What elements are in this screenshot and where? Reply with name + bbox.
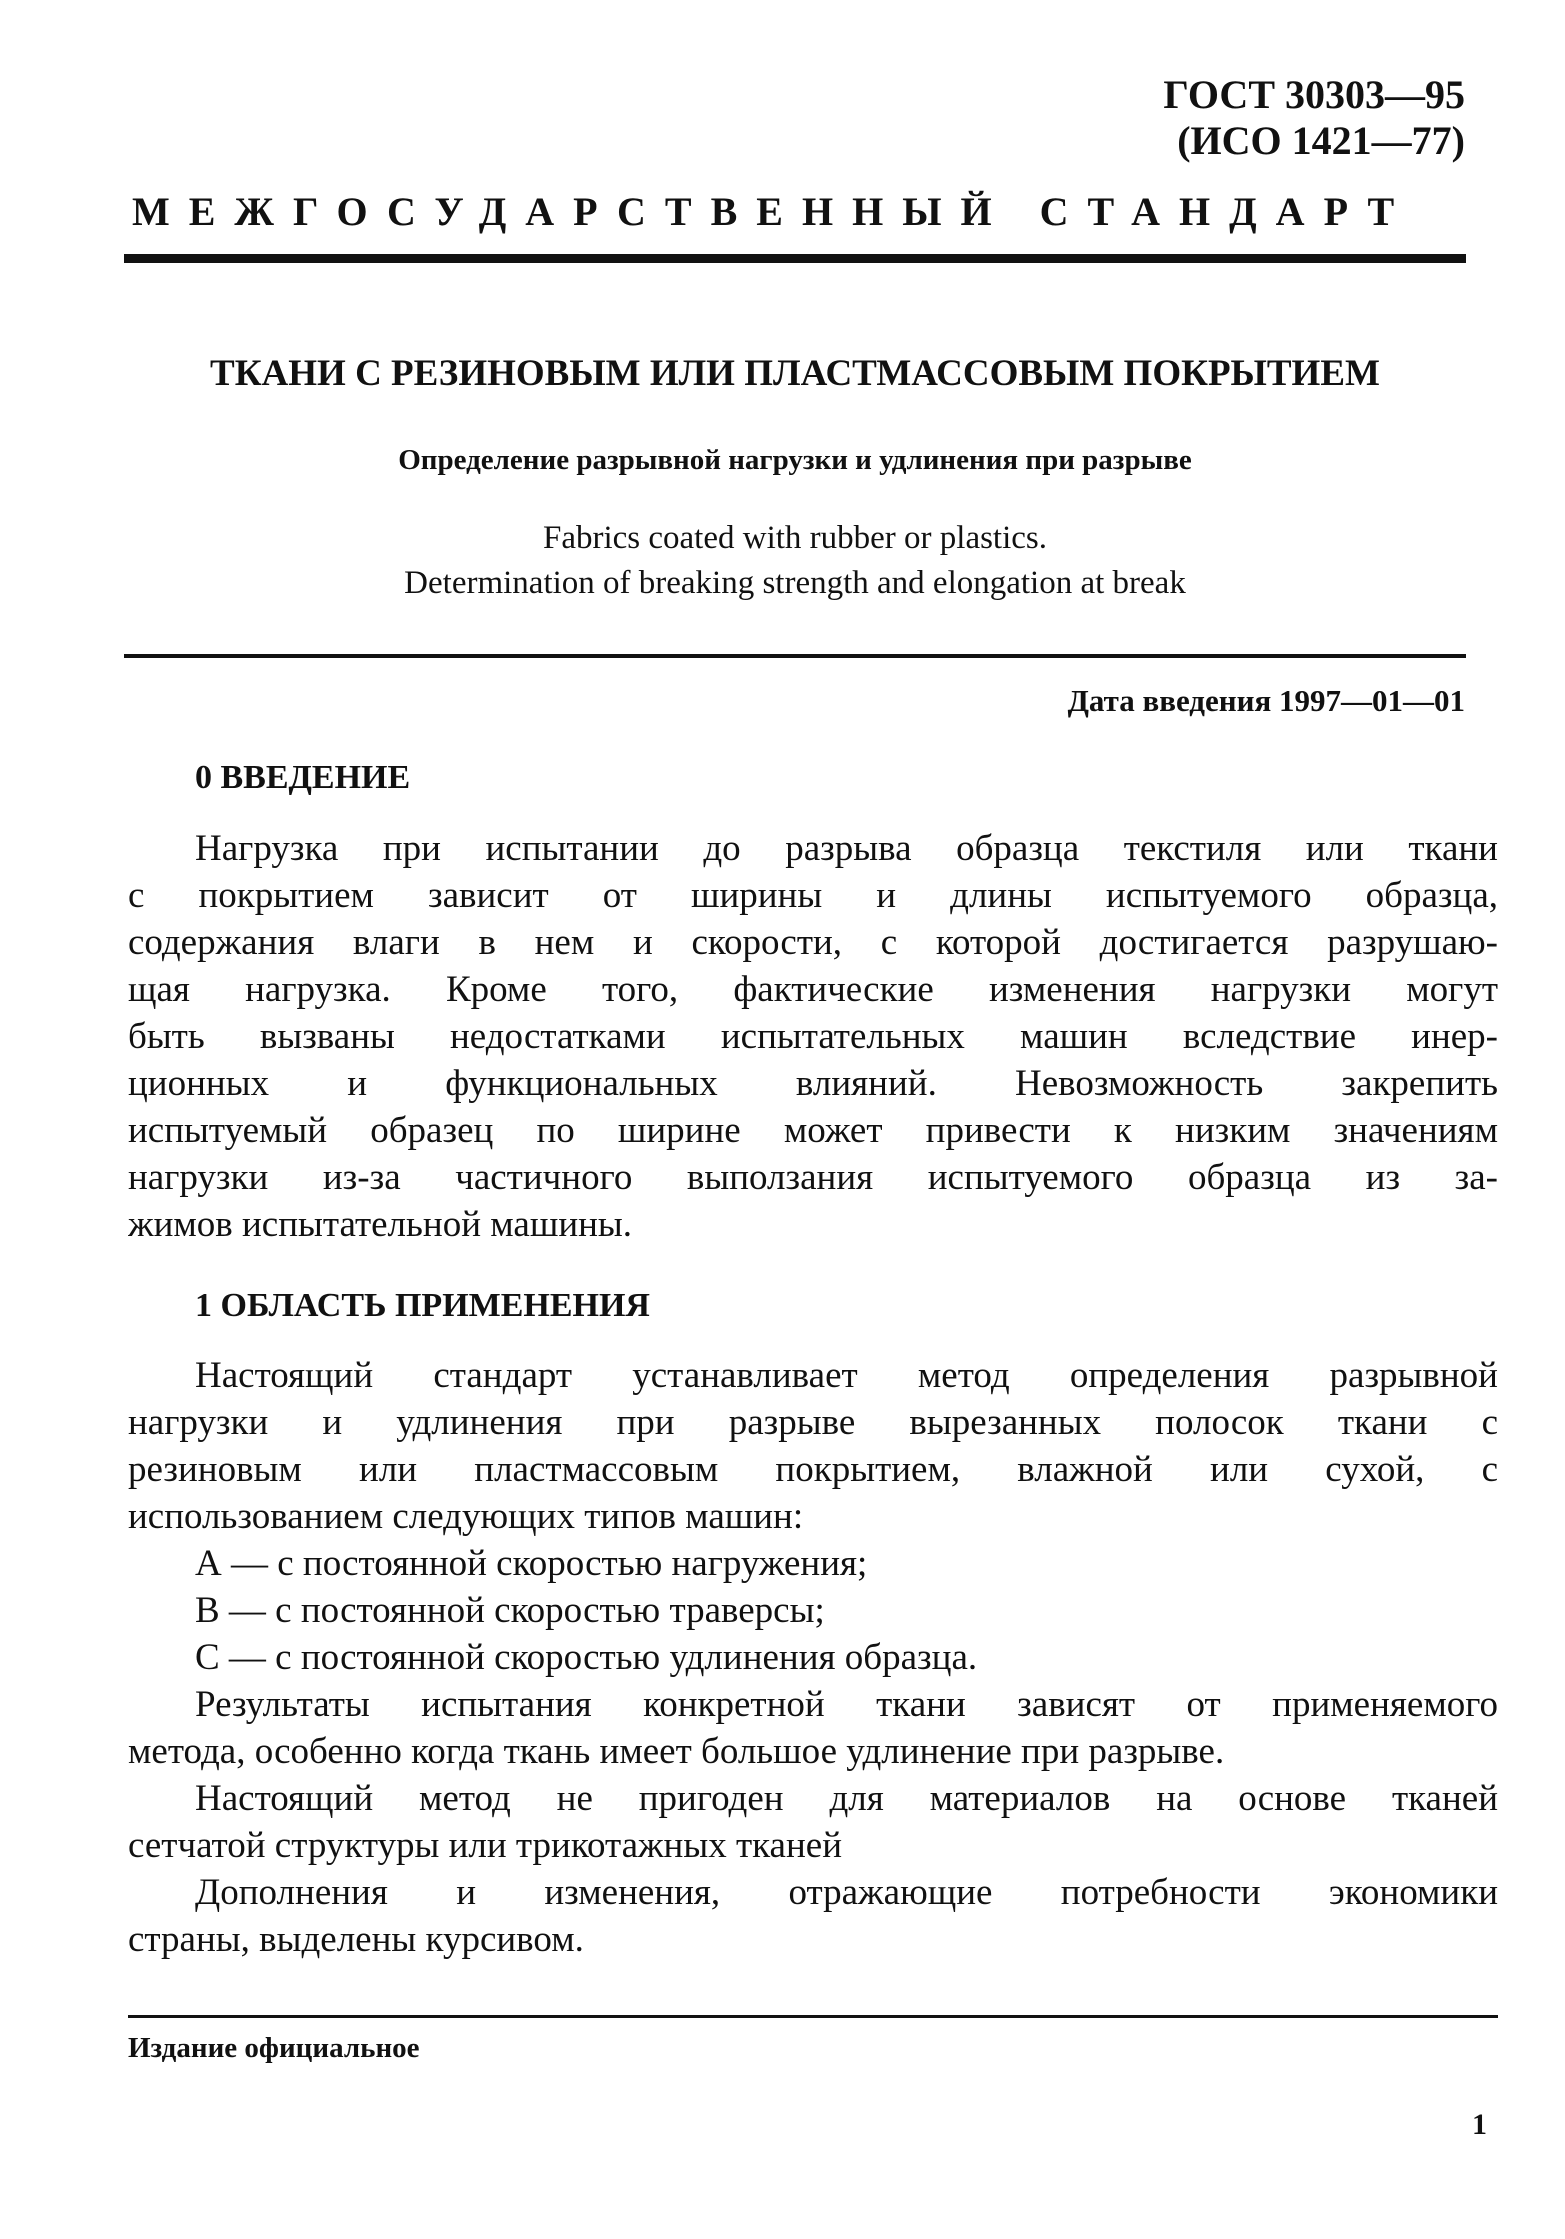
paragraph-line: содержания влаги в нем и скорости, с которой достигается разрушаю- xyxy=(128,922,1498,963)
english-title-line-1: Fabrics coated with rubber or plastics. xyxy=(542,520,1048,556)
header-rule xyxy=(124,254,1466,263)
english-title xyxy=(124,516,1466,606)
paragraph-line: Дополнения и изменения, отражающие потребности экономики xyxy=(195,1872,1498,1913)
paragraph-line: с покрытием зависит от ширины и длины испытуемого образца, xyxy=(128,875,1498,916)
paragraph-line: сетчатой структуры или трикотажных тканей xyxy=(128,1825,843,1866)
document-title: ТКАНИ С РЕЗИНОВЫМ ИЛИ ПЛАСТМАССОВЫМ ПОКРЫТИЕМ xyxy=(210,353,1380,394)
machine-type-b xyxy=(128,1587,1498,1634)
paragraph-line: ционных и функциональных влияний. Невозможность закрепить xyxy=(128,1063,1498,1104)
list-item: В — с постоянной скоростью траверсы; xyxy=(195,1590,825,1631)
paragraph-line: Настоящий стандарт устанавливает метод определения разрывной xyxy=(195,1355,1498,1396)
paragraph-line: быть вызваны недостатками испытательных машин вследствие инер- xyxy=(128,1016,1498,1057)
section-1-heading: 1 ОБЛАСТЬ ПРИМЕНЕНИЯ xyxy=(195,1287,650,1324)
paragraph-line: щая нагрузка. Кроме того, фактические изменения нагрузки могут xyxy=(128,969,1498,1010)
machine-type-a xyxy=(128,1540,1498,1587)
paragraph-line: Результаты испытания конкретной ткани зависят от применяемого xyxy=(195,1684,1498,1725)
list-item: С — с постоянной скоростью удлинения образца. xyxy=(195,1637,978,1678)
title-rule xyxy=(124,654,1466,658)
introduction-date: Дата введения 1997—01—01 xyxy=(1067,683,1465,718)
standard-type: МЕЖГОСУДАРСТВЕННЫЙ СТАНДАРТ xyxy=(132,189,1414,234)
paragraph-line: Нагрузка при испытании до разрыва образца текстиля или ткани xyxy=(195,828,1498,869)
results-paragraph xyxy=(128,1681,1498,1775)
additions-paragraph xyxy=(128,1869,1498,1963)
section-0-heading: 0 ВВЕДЕНИЕ xyxy=(195,759,411,796)
paragraph-line: жимов испытательной машины. xyxy=(128,1204,633,1245)
machine-type-c xyxy=(128,1634,1498,1681)
method-paragraph xyxy=(128,1775,1498,1869)
paragraph-line: использованием следующих типов машин: xyxy=(128,1496,804,1537)
standard-code-gost: ГОСТ 30303—95 xyxy=(1163,72,1465,117)
paragraph-line: нагрузки из-за частичного выползания испытуемого образца из за- xyxy=(128,1157,1498,1198)
page-number: 1 xyxy=(1472,2108,1487,2141)
paragraph-line: страны, выделены курсивом. xyxy=(128,1919,584,1960)
introduction-paragraph xyxy=(128,825,1498,1248)
english-title-line-2: Determination of breaking strength and elongation at break xyxy=(404,565,1186,601)
official-edition-label: Издание официальное xyxy=(128,2032,420,2064)
scope-paragraph xyxy=(128,1352,1498,1540)
list-item: А — с постоянной скоростью нагружения; xyxy=(195,1543,868,1584)
paragraph-line: резиновым или пластмассовым покрытием, влажной или сухой, с xyxy=(128,1449,1498,1490)
footer-rule xyxy=(128,2015,1498,2018)
paragraph-line: испытуемый образец по ширине может привести к низким значениям xyxy=(128,1110,1498,1151)
standard-code xyxy=(1163,72,1465,164)
document-subtitle: Определение разрывной нагрузки и удлинения при разрыве xyxy=(398,444,1192,476)
standard-code-iso: (ИСО 1421—77) xyxy=(1177,118,1465,163)
paragraph-line: метода, особенно когда ткань имеет большое удлинение при разрыве. xyxy=(128,1731,1225,1772)
paragraph-line: нагрузки и удлинения при разрыве вырезанных полосок ткани с xyxy=(128,1402,1498,1443)
paragraph-line: Настоящий метод не пригоден для материалов на основе тканей xyxy=(195,1778,1498,1819)
